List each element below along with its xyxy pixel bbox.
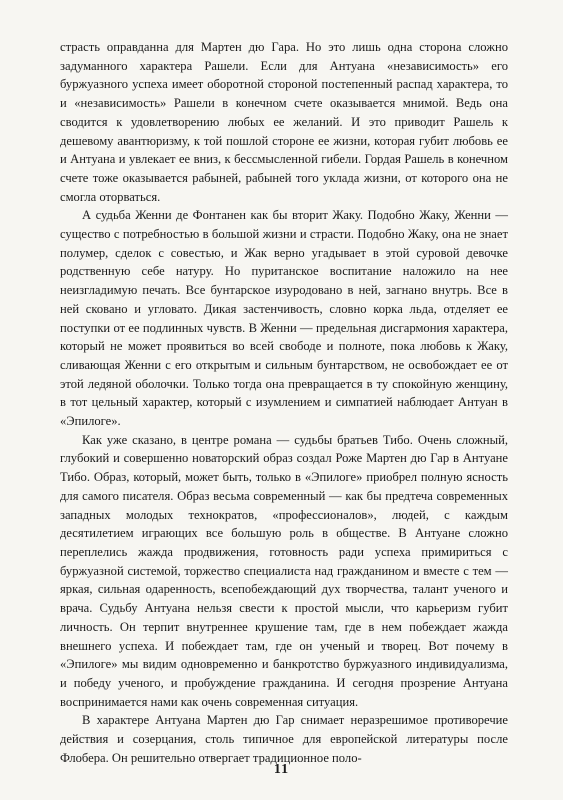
paragraph-rachel: страсть оправданна для Мартен дю Гара. Но это лишь одна сторона сложно задуманного характера Рашели. Если для Антуана «независимость» его буржуазного успеха имеет оборотной стороной постепенный распад характера, то и «независимость» Рашели в конечном счете оказывается мнимой. Ведь она сводится к удовлетворению любых ее желаний. И это приводит Рашель к дешевому авантюризму, к той пошлой стороне ее жизни, которая губит любовь ее и Антуана и увлекает ее вниз, к бессмысленной гибели. Гордая Рашель в конечном счете тоже оказывается рабыней, рабыней того уклада жизни, от которого она не смогла оторваться. xyxy=(60,40,508,204)
paragraph-contradiction: В характере Антуана Мартен дю Гар снимает неразрешимое противоречие действия и созерцания, столь типичное для европейской литературы после Флобера. Он решительно отвергает традиционное поло- xyxy=(60,713,508,765)
page-number: 11 xyxy=(273,762,290,777)
body-text xyxy=(60,38,508,767)
paragraph-jenny: А судьба Женни де Фонтанен как бы вторит Жаку. Подобно Жаку, Женни — существо с потребностью в большой жизни и страсти. Подобно Жаку, она не знает полумер, сделок с совестью, и Жак верно угадывает в этой суровой девочке родственную себе натуру. Но пуританское воспитание наложило на нее неизгладимую печать. Все бунтарское изуродовано в ней, загнано внутрь. Все в ней сковано и угловато. Дикая застенчивость, словно корка льда, отделяет ее поступки от ее подлинных чувств. В Женни — предельная дисгармония характера, который не может проявиться во всей свободе и полноте, пока любовь к Жаку, сливающая Женни с его открытым и сильным бунтарством, не освобождает ее от этой ледяной оболочки. Только тогда она превращается в ту спокойную женщину, в тот цельный характер, который с изумлением и симпатией наблюдает Антуан в «Эпилоге». xyxy=(60,208,508,429)
paragraph-antoine: Как уже сказано, в центре романа — судьбы братьев Тибо. Очень сложный, глубокий и совершенно новаторский образ создал Роже Мартен дю Гар в Антуане Тибо. Образ, который, может быть, только в «Эпилоге» приобрел полную ясность для самого писателя. Образ весьма современный — как бы предтеча современных западных молодых технократов, «профессионалов», людей, с каждым десятилетием играющих все большую роль в обществе. В Антуане сложно переплелись жажда продвижения, готовность ради успеха примириться с буржуазной системой, торжество специалиста над гражданином и вместе с тем — яркая, сильная одаренность, всепобеждающий дух творчества, талант ученого и врача. Судьбу Антуана нельзя свести к простой мысли, что карьеризм губит личность. Он терпит внутреннее крушение там, где в нем побеждает жажда внешнего успеха. И побеждает там, где он ученый и творец. Вот почему в «Эпилоге» мы видим одновременно и банкротство буржуазного индивидуализма, и победу ученого, и пробуждение гражданина. И сегодня прозрение Антуана воспринимается нами как очень современная ситуация. xyxy=(60,432,508,709)
